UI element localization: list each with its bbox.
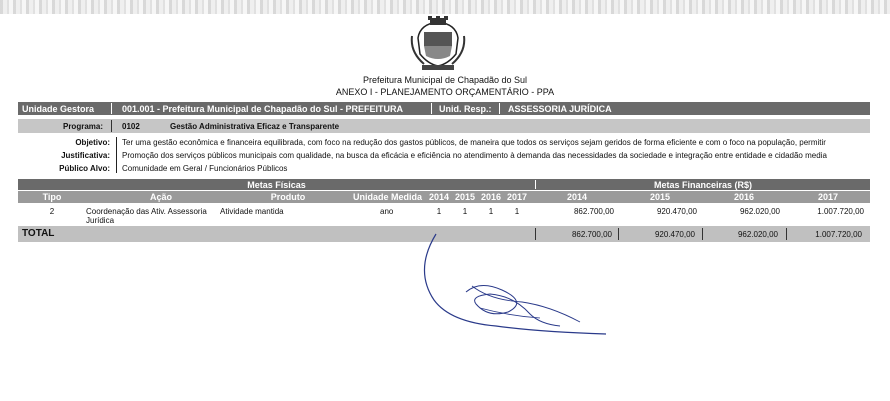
row-fin-2016: 962.020,00	[739, 207, 780, 216]
total-2016: 962.020,00	[737, 230, 778, 239]
program-code: 0102	[122, 122, 140, 131]
program-name: Gestão Administrativa Eficaz e Transparente	[170, 122, 340, 131]
signature	[410, 230, 620, 340]
scan-top-strip	[0, 0, 890, 14]
row-fin-2015: 920.470,00	[656, 207, 697, 216]
col-tipo: Tipo	[42, 192, 62, 202]
row-tipo: 2	[49, 207, 55, 216]
row-unidade: ano	[380, 207, 394, 216]
table-group-header	[18, 179, 870, 190]
total-2014: 862.700,00	[571, 230, 612, 239]
justification-label: Justificativa:	[61, 151, 110, 160]
row-phys-2014: 1	[436, 207, 442, 216]
row-produto: Atividade mantida	[220, 207, 284, 216]
info-divider	[116, 137, 117, 173]
financial-goals-header: Metas Financeiras (R$)	[653, 180, 753, 190]
objective-label: Objetivo:	[75, 138, 110, 147]
row-fin-2014: 862.700,00	[573, 207, 614, 216]
annex-title: ANEXO I - PLANEJAMENTO ORÇAMENTÁRIO - PPA	[335, 87, 555, 97]
row-phys-2017: 1	[514, 207, 520, 216]
col-phys-2014: 2014	[428, 192, 450, 202]
audience-label: Público Alvo:	[59, 164, 110, 173]
unit-value: 001.001 - Prefeitura Municipal de Chapadão do Sul - PREFEITURA	[122, 104, 404, 114]
col-phys-2016: 2016	[480, 192, 502, 202]
municipal-crest-icon	[410, 16, 466, 72]
physical-goals-header: Metas Físicas	[247, 180, 306, 190]
table-column-header	[18, 191, 870, 203]
total-2015: 920.470,00	[654, 230, 695, 239]
col-phys-2017: 2017	[506, 192, 528, 202]
col-phys-2015: 2015	[454, 192, 476, 202]
resp-label: Unid. Resp.:	[439, 104, 492, 114]
unit-bar	[18, 102, 870, 115]
row-phys-2015: 1	[462, 207, 468, 216]
col-acao: Ação	[149, 192, 172, 202]
program-label: Programa:	[62, 122, 103, 131]
col-fin-2016: 2016	[733, 192, 755, 202]
row-acao-line2: Jurídica	[86, 216, 115, 225]
row-fin-2017: 1.007.720,00	[817, 207, 864, 216]
audience-text: Comunidade em Geral / Funcionários Públicos	[122, 164, 288, 173]
col-unidade: Unidade Medida	[352, 192, 422, 202]
row-acao-line1: Coordenação das Ativ. Assessoria	[86, 207, 207, 216]
justification-text: Promoção dos serviços públicos municipais com qualidade, na busca da eficácia e eficiência no atendimento à demanda das necessidades da sociedade e integração entre entidade e cidadão media	[122, 151, 827, 160]
org-name: Prefeitura Municipal de Chapadão do Sul	[362, 75, 528, 85]
objective-text: Ter uma gestão econômica e financeira equilibrada, com foco na redução dos gastos públicos, de maneira que todos os serviços sejam geridos de forma eficiente e com o foco na população, permitir	[122, 138, 826, 147]
resp-value: ASSESSORIA JURÍDICA	[508, 104, 612, 114]
total-label: TOTAL	[22, 228, 55, 239]
col-fin-2017: 2017	[817, 192, 839, 202]
col-fin-2014: 2014	[566, 192, 588, 202]
row-phys-2016: 1	[488, 207, 494, 216]
total-2017: 1.007.720,00	[815, 230, 862, 239]
program-bar	[18, 119, 870, 133]
col-produto: Produto	[270, 192, 306, 202]
unit-label: Unidade Gestora	[22, 104, 95, 114]
col-fin-2015: 2015	[649, 192, 671, 202]
